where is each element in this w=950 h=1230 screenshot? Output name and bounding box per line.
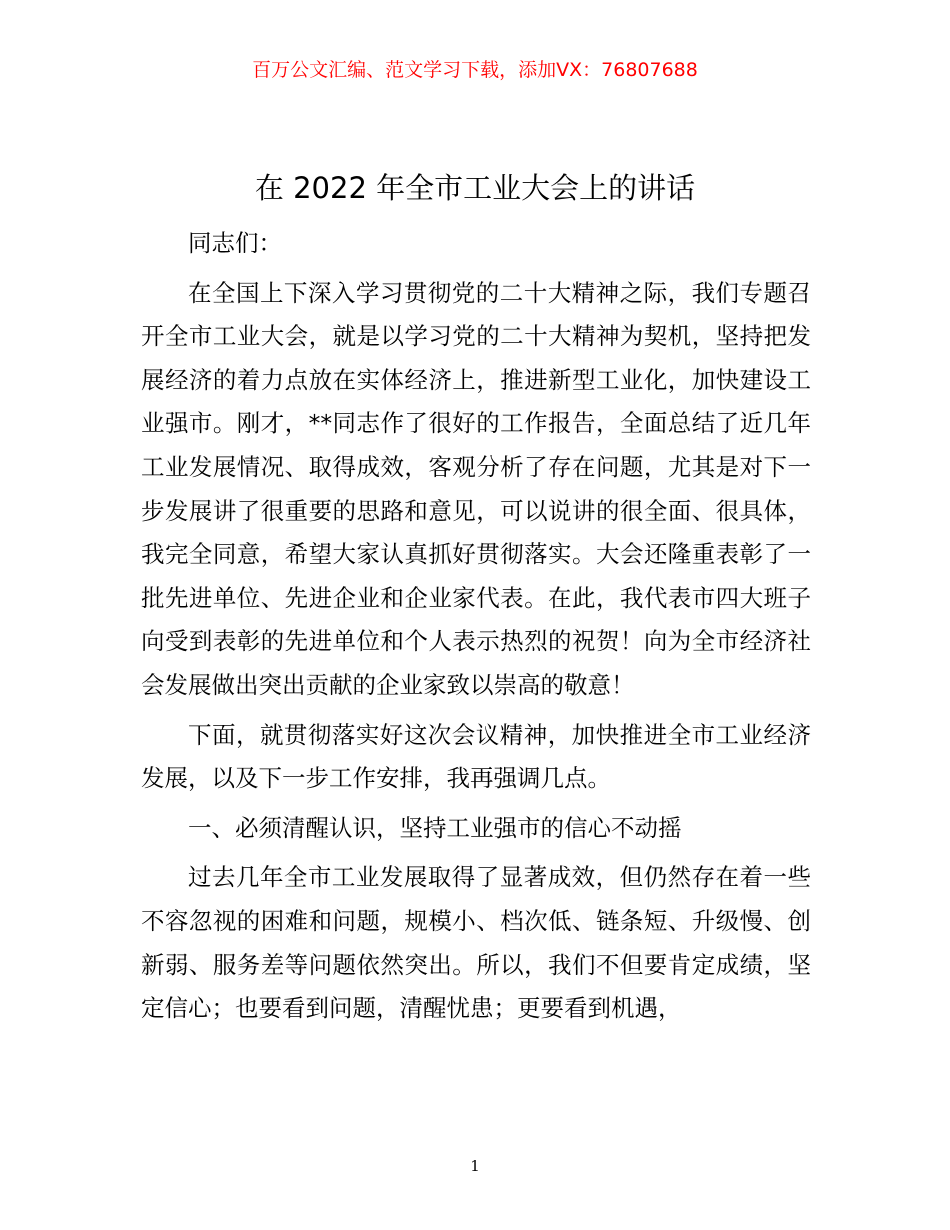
paragraph-opening: 在全国上下深入学习贯彻党的二十大精神之际，我们专题召开全市工业大会，就是以学习党的二十大精神为契机，坚持把发展经济的着力点放在实体经济上，推进新型工业化，加快建设工业强市。刚才，**同志作了很好的工作报告，全面总结了近几年工业发展情况、取得成效，客观分析了存在问题，尤其是对下一步发展讲了很重要的思路和意见，可以说讲的很全面、很具体，我完全同意，希望大家认真抓好贯彻落实。大会还隆重表彰了一批先进单位、先进企业和企业家代表。在此，我代表市四大班子向受到表彰的先进单位和个人表示热烈的祝贺！向为全市经济社会发展做出突出贡献的企业家致以崇高的敬意！ — [141, 278, 811, 699]
document-title: 在 2022 年全市工业大会上的讲话 — [254, 171, 696, 205]
paragraph-transition: 下面，就贯彻落实好这次会议精神，加快推进全市工业经济发展，以及下一步工作安排，我再强调几点。 — [141, 720, 811, 793]
page-number: 1 — [470, 1157, 480, 1175]
document-body — [141, 222, 811, 1037]
header-watermark: 百万公文汇编、范文学习下载，添加VX：76807688 — [252, 59, 698, 81]
salutation: 同志们： — [188, 229, 282, 257]
section-heading: 一、必须清醒认识，坚持工业强市的信心不动摇 — [188, 813, 682, 842]
paragraph-section-one: 过去几年全市工业发展取得了显著成效，但仍然存在着一些不容忽视的困难和问题，规模小、档次低、链条短、升级慢、创新弱、服务差等问题依然突出。所以，我们不但要肯定成绩，坚定信心；也要看到问题，清醒忧患；更要看到机遇， — [141, 863, 811, 1023]
